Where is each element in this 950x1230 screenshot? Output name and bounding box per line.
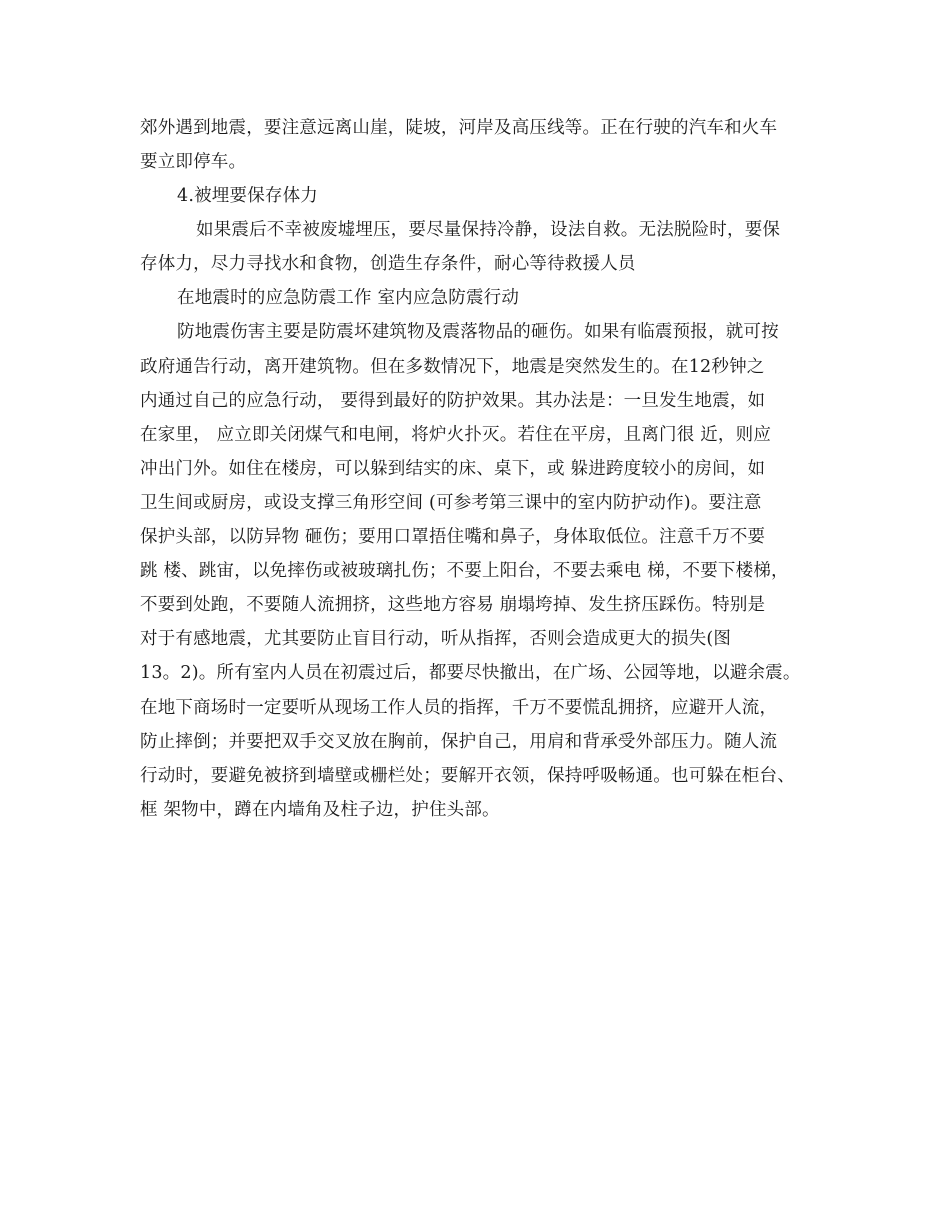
text-line-2: 要立即停车。 <box>140 152 247 172</box>
text-line-20: 行动时，要避免被挤到墙壁或栅栏处；要解开衣领，保持呼吸畅通。也可躲在柜台、 <box>140 766 795 786</box>
text-line-11: 冲出门外。如住在楼房，可以躲到结实的床、桌下，或 躲进跨度较小的房间，如 <box>140 459 766 479</box>
text-line-21: 框 架物中，蹲在内墙角及柱子边，护住头部。 <box>140 800 500 820</box>
text-line-12: 卫生间或厨房，或设支撑三角形空间 (可参考第三课中的室内防护动作)。要注意 <box>140 493 762 513</box>
text-line-8: 政府通告行动，离开建筑物。但在多数情况下，地震是突然发生的。在12秒钟之 <box>140 357 765 377</box>
text-line-5: 存体力，尽力寻找水和食物，创造生存条件，耐心等待救援人员 <box>140 254 636 274</box>
text-line-4: 如果震后不幸被废墟埋压，要尽量保持冷静，设法自救。无法脱险时，要保 <box>196 220 781 240</box>
text-line-16: 对于有感地震，尤其要防止盲目行动，听从指挥，否则会造成更大的损失(图 <box>140 629 732 649</box>
text-line-7: 防地震伤害主要是防震坏建筑物及震落物品的砸伤。如果有临震预报，就可按 <box>177 322 779 342</box>
text-line-10: 在家里， 应立即关闭煤气和电闸，将炉火扑灭。若住在平房，且离门很 近，则应 <box>140 425 772 445</box>
text-line-9: 内通过自己的应急行动， 要得到最好的防护效果。其办法是：一旦发生地震，如 <box>140 391 766 411</box>
text-line-19: 防止摔倒；并要把双手交叉放在胸前，保护自己，用肩和背承受外部压力。随人流 <box>140 732 778 752</box>
section-heading-emergency: 在地震时的应急防震工作 室内应急防震行动 <box>177 288 520 308</box>
text-line-17: 13。2)。所有室内人员在初震过后，都要尽快撤出，在广场、公园等地，以避余震。 <box>140 663 801 683</box>
text-line-14: 跳 楼、跳宙，以免摔伤或被玻璃扎伤；不要上阳台，不要去乘电 梯，不要下楼梯， <box>140 561 789 581</box>
text-line-15: 不要到处跑，不要随人流拥挤，这些地方容易 崩塌垮掉、发生挤压踩伤。特别是 <box>140 595 766 615</box>
text-line-18: 在地下商场时一定要听从现场工作人员的指挥，千万不要慌乱拥挤，应避开人流， <box>140 698 778 718</box>
section-heading-4: 4.被埋要保存体力 <box>177 186 318 206</box>
text-line-13: 保护头部，以防异物 砸伤；要用口罩捂住嘴和鼻子，身体取低位。注意千万不要 <box>140 527 766 547</box>
text-line-1: 郊外遇到地震，要注意远离山崖，陡坡，河岸及高压线等。正在行驶的汽车和火车 <box>140 118 778 138</box>
